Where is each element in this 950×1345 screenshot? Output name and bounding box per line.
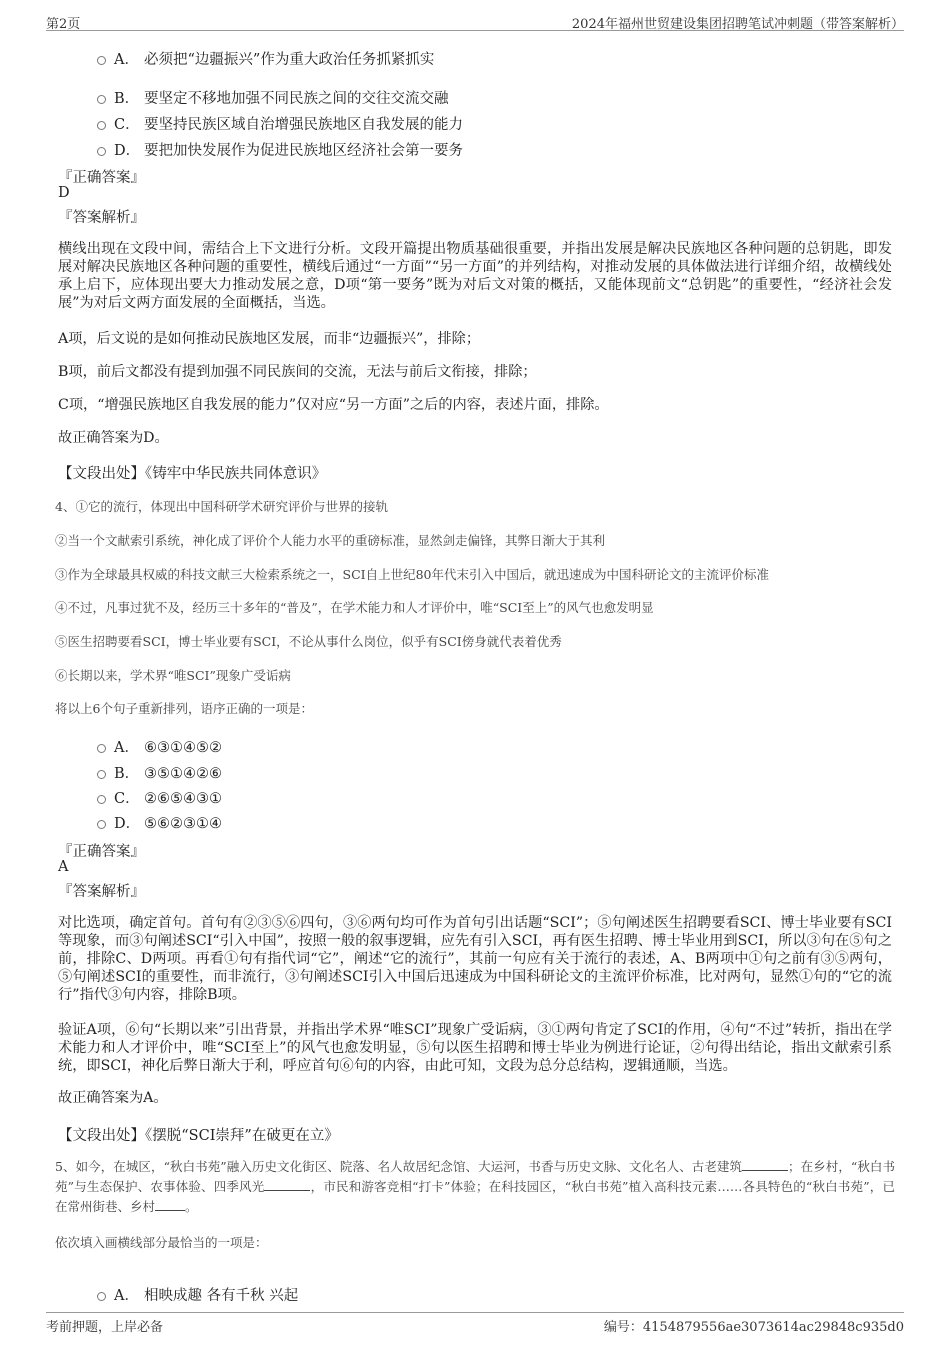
document-title: 2024年福州世贸建设集团招聘笔试冲刺题（带答案解析） xyxy=(571,17,904,32)
q3-option-d[interactable]: D． 要把加快发展作为促进民族地区经济社会第一要务 xyxy=(97,139,463,160)
analysis-label: 『答案解析』 xyxy=(58,210,145,226)
analysis-paragraph: 对比选项，确定首句。首句有②③⑤⑥四句，③⑥两句均可作为首句引出话题“SCI”；⑤句阐述医生招聘要看SCI、博士毕业要有SCI等现象，而③句阐述SCI“引入中国”，按照一般的叙事逻辑，应先有引入SCI，再有医生招聘、博士毕业用到SCI，所以③句在⑤句之前，排除C、D两项。再看①句有指代词“它”，阐述“它的流行”，其前一句应有关于流行的表述，A、B两项中①句之前有③⑤两句，⑤句阐述SCI的重要性，而非流行，③句阐述SCI引入中国后迅速成为中国科研论文的主流评价标准，比对两句，显然①句的“它的流行”指代③句内容，排除B项。 xyxy=(58,915,892,1003)
q3-option-a[interactable]: A． 必须把“边疆振兴”作为重大政治任务抓紧抓实 xyxy=(97,48,434,69)
q4-option-d[interactable]: D． ⑤⑥②③①④ xyxy=(97,812,222,833)
question-sentence: ④不过，凡事过犹不及，经历三十多年的“普及”，在学术能力和人才评价中，唯“SCI至上”的风气也愈发明显 xyxy=(55,600,654,615)
question-sentence: ⑤医生招聘要看SCI，博士毕业要有SCI，不论从事什么岗位，似乎有SCI傍身就代表着优秀 xyxy=(55,634,562,649)
fill-blank xyxy=(742,1158,788,1171)
analysis-paragraph: C项，“增强民族地区自我发展的能力”仅对应“另一方面”之后的内容，表述片面，排除。 xyxy=(58,397,609,413)
analysis-paragraph: B项，前后文都没有提到加强不同民族间的交流，无法与前后文衔接，排除； xyxy=(58,364,537,380)
fill-blank xyxy=(155,1198,185,1211)
answer-value: A xyxy=(58,859,69,875)
page-footer xyxy=(46,1312,904,1337)
analysis-paragraph: 验证A项，⑥句“长期以来”引出背景，并指出学术界“唯SCI”现象广受诟病，③①两句肯定了SCI的作用，④句“不过”转折，指出在学术能力和人才评价中，唯“SCI至上”的风气也愈发明显，⑤句以医生招聘和博士毕业为例进行论证，②句得出结论，指出文献索引系统，即SCI，神化后弊日渐大于利，呼应首句⑥句的内容，由此可知，文段为总分总结构，逻辑通顺，当选。 xyxy=(58,1022,892,1074)
q4-option-b[interactable]: B． ③⑤①④②⑥ xyxy=(97,762,222,783)
answer-value: D xyxy=(58,185,70,201)
answer-label: 『正确答案』 xyxy=(58,844,145,860)
question-prompt: 将以上6个句子重新排列，语序正确的一项是： xyxy=(55,701,313,716)
passage-source: 【文段出处】《铸牢中华民族共同体意识》 xyxy=(58,466,327,482)
radio-icon[interactable] xyxy=(97,820,106,829)
analysis-paragraph: 横线出现在文段中间，需结合上下文进行分析。文段开篇提出物质基础很重要，并指出发展是解决民族地区各种问题的总钥匙，即发展对解决民族地区各种问题的重要性，横线后通过“一方面”“另一方面”的并列结构，对推动发展的具体做法进行详细介绍，故横线处承上启下，应体现出要大力推动发展之意，D项“第一要务”既为对后文对策的概括，又能体现前文“总钥匙”的重要性，“经济社会发展”为对后文两方面发展的全面概括，当选。 xyxy=(58,241,892,311)
question-stem: 5、如今，在城区，“秋白书苑”融入历史文化街区、院落、名人故居纪念馆、大运河，书香与历史文脉、文化名人、古老建筑 ；在乡村，“秋白书苑”与生态保护、农事体验、四季风光 ，市民和游客竞相“打卡”体验；在科技园区，“秋白书苑”植入高科技元素……各具特色的“秋白书苑”，已在常州街巷、乡村 。 xyxy=(55,1159,895,1214)
q4-option-c[interactable]: C． ②⑥⑤④③① xyxy=(97,787,222,808)
radio-icon[interactable] xyxy=(97,795,106,804)
radio-icon[interactable] xyxy=(97,121,106,130)
radio-icon[interactable] xyxy=(97,56,106,65)
radio-icon[interactable] xyxy=(97,95,106,104)
radio-icon[interactable] xyxy=(97,147,106,156)
passage-source: 【文段出处】《摆脱“SCI崇拜”在破更在立》 xyxy=(58,1128,339,1144)
question-sentence: 4、①它的流行，体现出中国科研学术研究评价与世界的接轨 xyxy=(55,499,388,514)
analysis-paragraph: 故正确答案为D。 xyxy=(58,430,169,446)
radio-icon[interactable] xyxy=(97,744,106,753)
page-number: 第2页 xyxy=(46,17,81,32)
analysis-paragraph: A项，后文说的是如何推动民族地区发展，而非“边疆振兴”，排除； xyxy=(58,331,481,347)
fill-blank xyxy=(264,1178,310,1191)
document-id: 编号：4154879556ae3073614ac29848c935d0 xyxy=(603,1320,904,1335)
analysis-paragraph: 故正确答案为A。 xyxy=(58,1090,168,1106)
question-sentence: ③作为全球最具权威的科技文献三大检索系统之一，SCI自上世纪80年代末引入中国后，就迅速成为中国科研论文的主流评价标准 xyxy=(55,567,769,582)
answer-label: 『正确答案』 xyxy=(58,170,145,186)
q3-option-c[interactable]: C． 要坚持民族区域自治增强民族地区自我发展的能力 xyxy=(97,113,463,134)
page-header xyxy=(46,0,904,31)
footer-slogan: 考前押题，上岸必备 xyxy=(46,1320,164,1335)
analysis-label: 『答案解析』 xyxy=(58,884,145,900)
question-sentence: ⑥长期以来，学术界“唯SCI”现象广受诟病 xyxy=(55,668,291,683)
question-prompt: 依次填入画横线部分最恰当的一项是： xyxy=(55,1235,268,1250)
radio-icon[interactable] xyxy=(97,1292,106,1301)
radio-icon[interactable] xyxy=(97,770,106,779)
q4-option-a[interactable]: A． ⑥③①④⑤② xyxy=(97,736,222,757)
question-sentence: ②当一个文献索引系统，神化成了评价个人能力水平的重磅标准，显然剑走偏锋，其弊日渐大于其利 xyxy=(55,533,606,548)
q3-option-b[interactable]: B． 要坚定不移地加强不同民族之间的交往交流交融 xyxy=(97,87,449,108)
q5-option-a[interactable]: A． 相映成趣 各有千秋 兴起 xyxy=(97,1284,298,1305)
